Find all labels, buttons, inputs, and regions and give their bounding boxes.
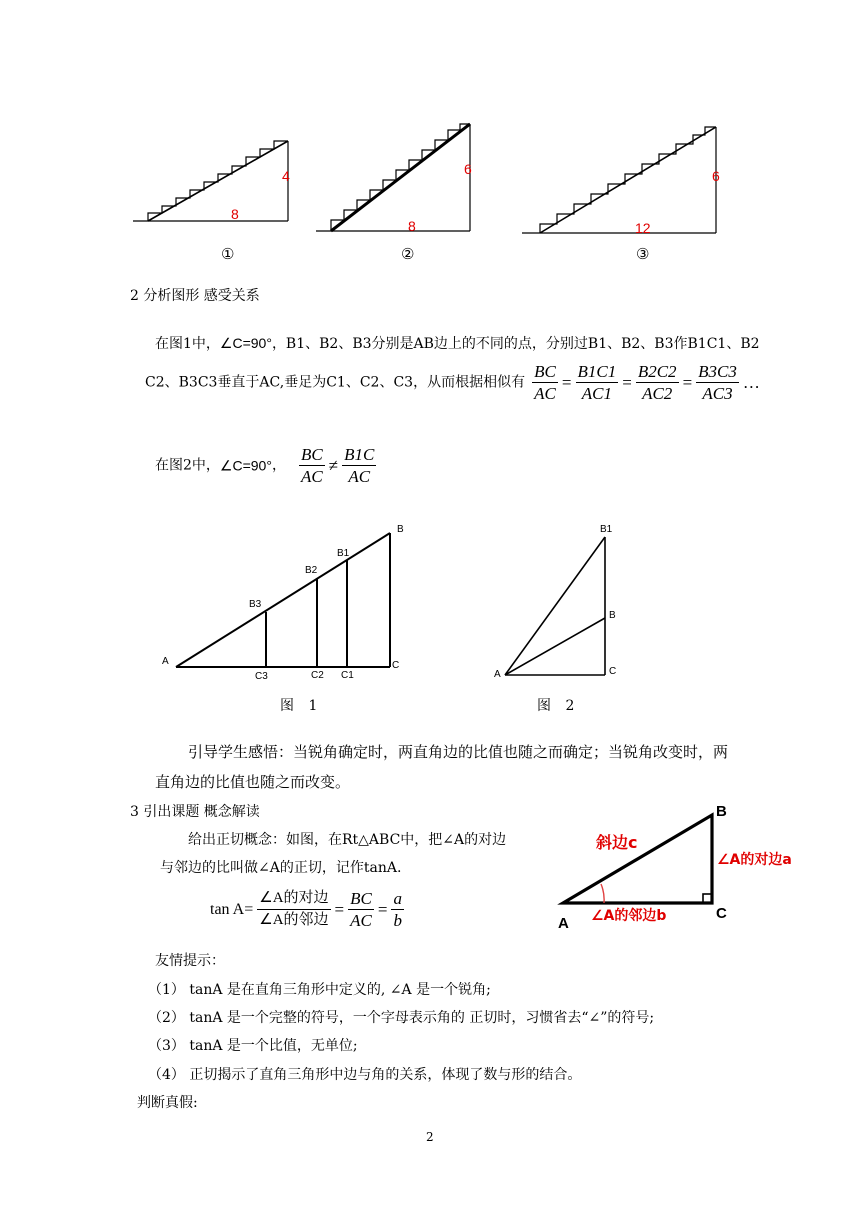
tip-item-4: （4） 正切揭示了直角三角形中边与角的关系，体现了数与形的结合。 [148, 1067, 582, 1083]
fig1-label-C1: C1 [341, 670, 354, 681]
ratio-b2c2-ac2: $\frac{B2C2}{AC2}$ [637, 362, 677, 403]
section2-para1-line1: 在图1中，∠C=90°，B1、B2、B3分别是AB边上的不同的点，分别过B1、B2、B3作B1C1、B2 [155, 335, 760, 352]
judge-heading: 判断真假: [137, 1095, 198, 1111]
tip-item-1: （1） tanA 是在直角三角形中定义的, ∠A 是一个锐角; [148, 982, 491, 998]
fig2-label-B1: B1 [600, 524, 613, 535]
section2-para1-line2: C2、B3C3垂直于AC,垂足为C1、C2、C3，从而根据相似有 $\frac{BC}{AC}$ = $\frac{B1C1}{AC1}$ = $\frac{B2C2}{AC2}$ = $\frac{B3C3}{AC3}$ … [145, 362, 760, 403]
tan-formula: tan A= $\frac{\text{∠A的对边}}{\text{∠A的邻边}}$ = $\frac{BC}{AC}$ = $\frac{a}{b}$ [210, 889, 402, 930]
fig2-height-label: 6 [464, 161, 472, 177]
figure-2-caption: 图 2 [537, 698, 575, 714]
fig1-label-C: C [392, 660, 400, 671]
opposite-side-label: ∠A的对边a [717, 852, 792, 868]
fig2-base-label: 8 [408, 218, 416, 234]
tri-vertex-C: C [716, 905, 727, 922]
fig3-number: ③ [636, 245, 650, 263]
fig1-height-label: 4 [282, 168, 290, 184]
fig1-label-A: A [162, 656, 169, 667]
insight-line1: 引导学生感悟：当锐角确定时，两直角边的比值也随之而确定；当锐角改变时，两 [188, 743, 729, 761]
fig2-label-B: B [609, 610, 616, 621]
section2-para2: 在图2中，∠C=90°， $\frac{BC}{AC}$ ≠ $\frac{B1C}{AC}$ [155, 445, 375, 486]
insight-line2: 直角边的比值也随之而改变。 [155, 773, 351, 791]
fig1-label-B3: B3 [249, 599, 262, 610]
tip-item-3: （3） tanA 是一个比值，无单位; [148, 1038, 358, 1054]
fig2-label-A: A [494, 669, 501, 680]
hypotenuse-label: 斜边c [596, 833, 638, 852]
fig3-height-label: 6 [712, 168, 720, 184]
ratio-bc-ac: $\frac{BC}{AC}$ [534, 362, 556, 403]
fig1-base-label: 8 [231, 206, 239, 222]
fig1-label-B1: B1 [337, 548, 350, 559]
fig3-base-label: 12 [635, 220, 651, 236]
page-number: 2 [426, 1130, 434, 1144]
definition-line1: 给出正切概念：如图，在Rt△ABC中，把∠A的对边 [188, 832, 507, 848]
definition-line2: 与邻边的比叫做∠A的正切，记作tanA. [160, 860, 402, 876]
fig1-label-C2: C2 [311, 670, 324, 681]
fig1-label-C3: C3 [255, 671, 268, 682]
fig1-number: ① [221, 245, 235, 263]
section3-title: 3 引出课题 概念解读 [130, 804, 260, 820]
fig1-label-B: B [397, 524, 404, 535]
fig1-label-B2: B2 [305, 565, 318, 576]
tri-vertex-A: A [558, 915, 569, 932]
fig2-number: ② [401, 245, 415, 263]
tip-item-2: （2） tanA 是一个完整的符号，一个字母表示角的 正切时，习惯省去“∠”的符号; [148, 1010, 655, 1026]
tri-vertex-B: B [716, 803, 727, 820]
ratio-b3c3-ac3: $\frac{B3C3}{AC3}$ [698, 362, 737, 403]
figure-1-caption: 图 1 [280, 698, 318, 714]
fig2-label-C: C [609, 666, 617, 677]
adjacent-side-label: ∠A的邻边b [591, 908, 667, 924]
tips-title: 友情提示： [155, 953, 225, 969]
section2-title: 2 分析图形 感受关系 [130, 288, 260, 304]
ratio-b1c1-ac1: $\frac{B1C1}{AC1}$ [577, 362, 617, 403]
